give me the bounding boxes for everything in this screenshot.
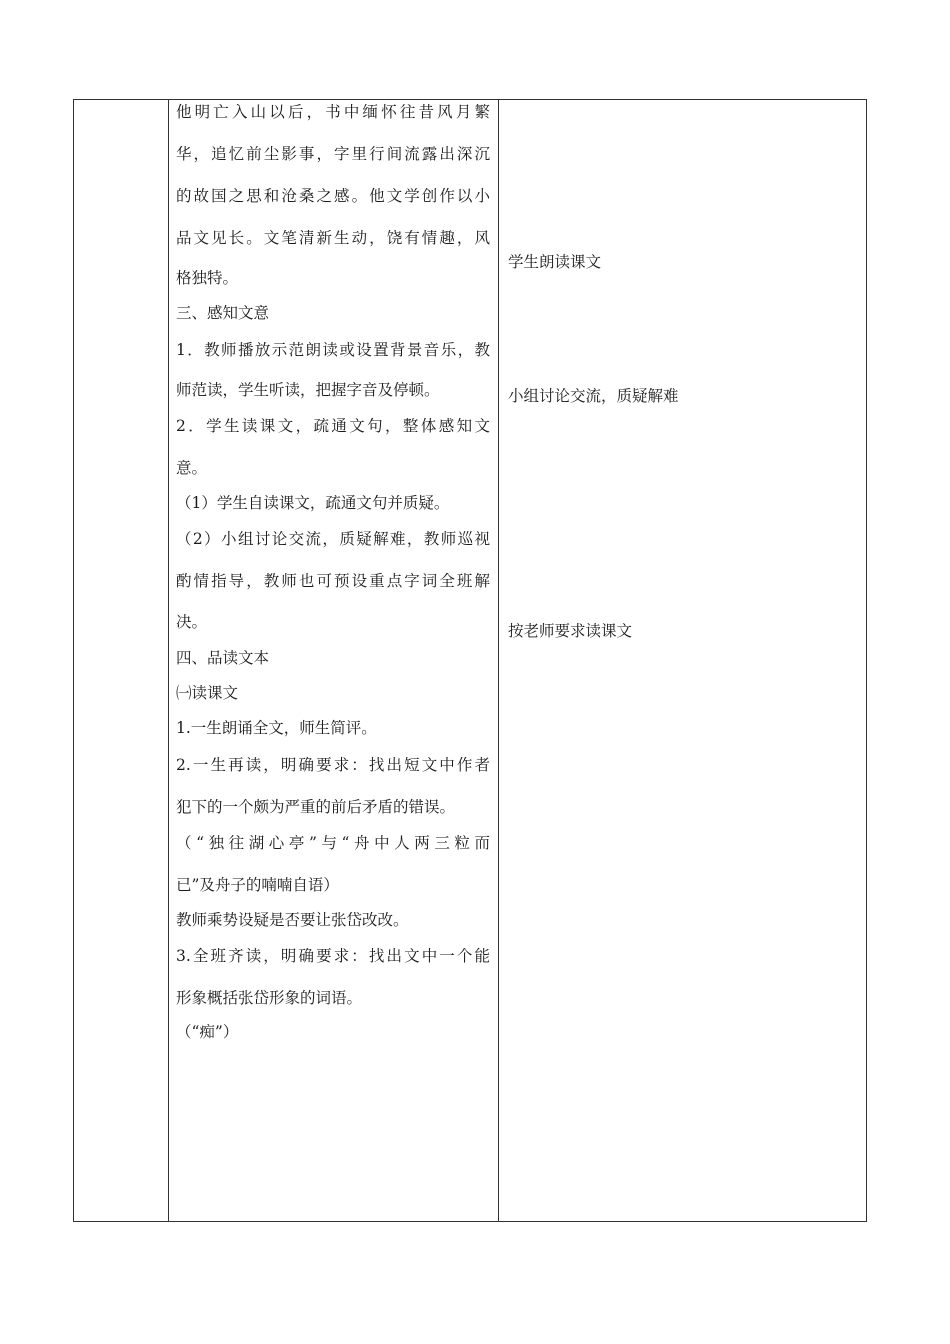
teacher-line: 教师乘势设疑是否要让张岱改改。 <box>176 911 409 929</box>
student-activity-note: 学生朗读课文 <box>508 253 602 271</box>
teacher-line: 品文见长。文笔清新生动，饶有情趣，风 <box>176 229 490 247</box>
teacher-line: （“痴”） <box>176 1023 239 1041</box>
subsection-heading: ㈠读课文 <box>176 684 239 702</box>
teacher-line: 决。 <box>176 613 208 631</box>
teacher-line: 他明亡入山以后，书中缅怀往昔风月繁 <box>176 103 490 121</box>
teacher-line: 1．教师播放示范朗读或设置背景音乐，教 <box>176 341 490 359</box>
student-activity-note: 小组讨论交流，质疑解难 <box>508 387 679 405</box>
teacher-line: 3.全班齐读，明确要求：找出文中一个能 <box>176 947 490 965</box>
section-heading: 三、感知文意 <box>176 304 270 322</box>
teacher-line: 师范读，学生听读，把握字音及停顿。 <box>176 381 440 399</box>
teacher-line: 意。 <box>176 459 208 477</box>
teacher-line: 已”及舟子的喃喃自语） <box>176 876 339 894</box>
teacher-line: （1）学生自读课文，疏通文句并质疑。 <box>176 494 450 512</box>
column-divider-left <box>168 99 169 1222</box>
teacher-line: （2）小组讨论交流，质疑解难，教师巡视 <box>176 530 490 548</box>
teacher-line: 2．学生读课文，疏通文句，整体感知文 <box>176 417 490 435</box>
teacher-line: 华，追忆前尘影事，字里行间流露出深沉 <box>176 145 490 163</box>
teacher-line: 的故国之思和沧桑之感。他文学创作以小 <box>176 187 490 205</box>
column-divider-right <box>498 99 499 1222</box>
teacher-line: 酌情指导，教师也可预设重点字词全班解 <box>176 572 490 590</box>
teacher-line: 形象概括张岱形象的词语。 <box>176 989 363 1007</box>
teacher-line: 格独特。 <box>176 269 239 287</box>
section-heading: 四、品读文本 <box>176 649 270 667</box>
teacher-line: 1.一生朗诵全文，师生简评。 <box>176 719 377 737</box>
teacher-line: 2.一生再读，明确要求：找出短文中作者 <box>176 756 490 774</box>
student-activity-note: 按老师要求读课文 <box>508 622 633 640</box>
teacher-line: 犯下的一个颇为严重的前后矛盾的错误。 <box>176 798 456 816</box>
teacher-line: （“独往湖心亭”与“舟中人两三粒而 <box>176 834 490 852</box>
